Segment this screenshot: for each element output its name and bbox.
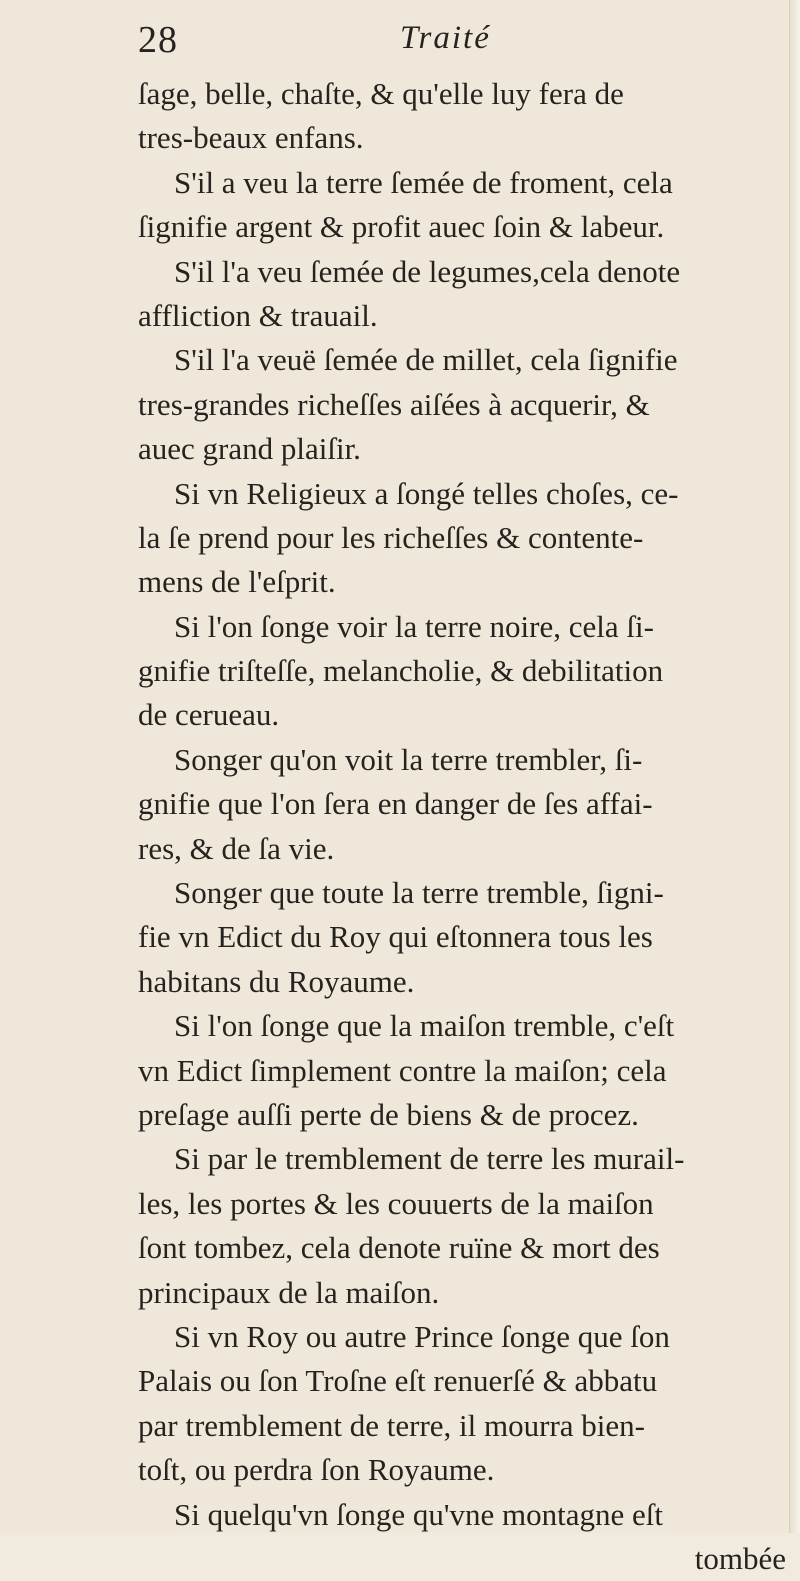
page-edge (789, 0, 800, 1533)
text-line: tres-beaux enfans. (138, 120, 364, 156)
text-line: par tremblement de terre, il mourra bien- (138, 1407, 645, 1443)
text-line: S'il l'a veuë ſemée de millet, cela ſignifie (174, 342, 678, 378)
text-line: habitans du Royaume. (138, 963, 415, 999)
text-line: mens de l'eſprit. (138, 564, 336, 600)
body-text (138, 72, 794, 1581)
text-line: Si l'on ſonge voir la terre noire, cela ſi- (174, 608, 654, 644)
text-line: Songer qu'on voit la terre trembler, ſi- (174, 741, 643, 777)
text-line: principaux de la maiſon. (138, 1274, 440, 1310)
text-line: ſage, belle, chaſte, & qu'elle luy fera de (138, 76, 624, 111)
text-line: Si vn Roy ou autre Prince ſonge que ſon (174, 1318, 670, 1354)
text-line: res, & de ſa vie. (138, 830, 335, 866)
text-line: toſt, ou perdra ſon Royaume. (138, 1452, 495, 1488)
text-line: de cerueau. (138, 697, 280, 733)
page-number: 28 (138, 19, 178, 61)
text-line: ſont tombez, cela denote ruïne & mort des (138, 1230, 660, 1266)
text-line: Si quelqu'vn ſonge qu'vne montagne eſt (174, 1496, 664, 1532)
text-line: vn Edict ſimplement contre la maiſon; cela (138, 1052, 667, 1088)
text-line: tres-grandes richeſſes aiſées à acquerir, & (138, 386, 650, 422)
text-line: S'il l'a veu ſemée de legumes,cela denote (174, 253, 681, 289)
text-line: auec grand plaiſir. (138, 431, 361, 467)
text-line: ſignifie argent & profit auec ſoin & labeur. (138, 209, 665, 245)
text-line: Songer que toute la terre tremble, ſigni- (174, 875, 664, 911)
text-line: gnifie triſteſſe, melancholie, & debilitation (138, 653, 664, 689)
text-line: la ſe prend pour les richeſſes & contente- (138, 519, 644, 555)
text-line: Palais ou ſon Troſne eſt renuerſé & abbatu (138, 1363, 658, 1399)
text-line: fie vn Edict du Roy qui eſtonnera tous les (138, 919, 653, 955)
text-line: S'il a veu la terre ſemée de froment, cela (174, 164, 673, 200)
text-line: Si vn Religieux a ſongé telles choſes, ce- (174, 475, 679, 511)
text-line: gnifie que l'on ſera en danger de ſes affai- (138, 786, 653, 822)
catchword: tombée (694, 1540, 786, 1576)
running-head (138, 18, 778, 68)
text-line: les, les portes & les couuerts de la maiſon (138, 1185, 654, 1221)
running-title: Traité (400, 20, 491, 56)
text-line: affliction & trauail. (138, 297, 378, 333)
text-line: Si l'on ſonge que la maiſon tremble, c'eſt (174, 1008, 675, 1044)
text-line: preſage auſſi perte de biens & de procez. (138, 1096, 639, 1132)
text-line: Si par le tremblement de terre les murail- (174, 1141, 685, 1177)
